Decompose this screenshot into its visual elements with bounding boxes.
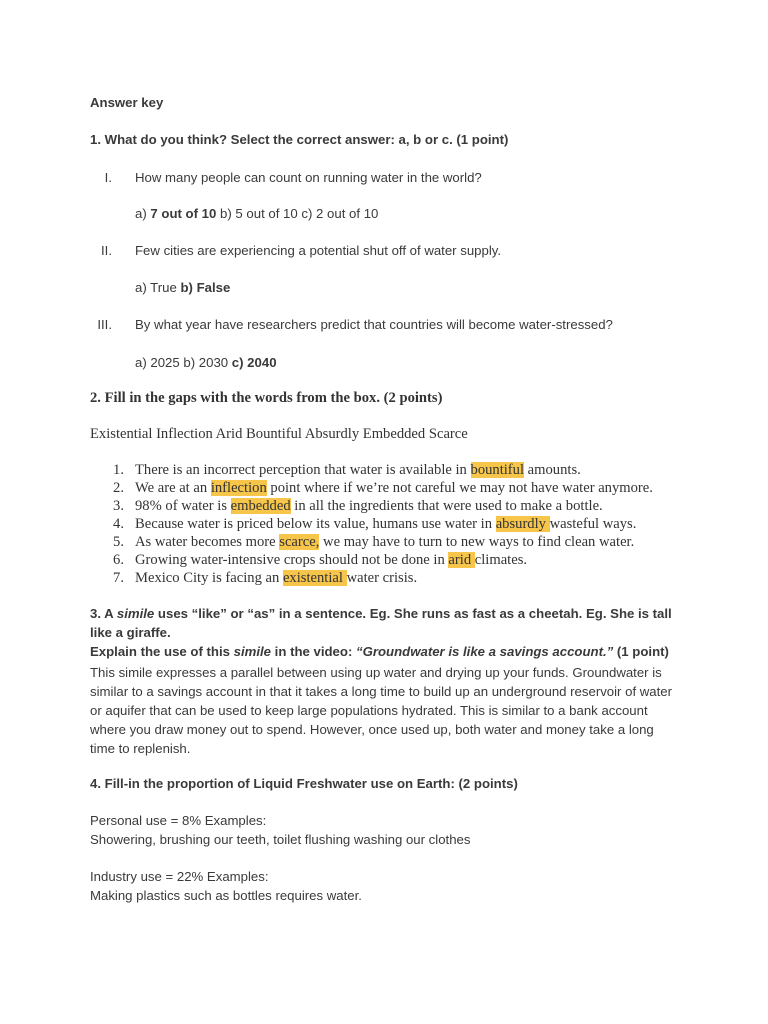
q2-item	[135, 480, 653, 497]
personal-use-examples: Showering, brushing our teeth, toilet flushing washing our clothes	[90, 832, 471, 847]
highlighted-answer: inflection	[210, 480, 267, 496]
q3-quote: “Groundwater is like a savings account.”	[356, 644, 614, 659]
sentence-text: As water becomes more	[135, 534, 280, 550]
highlighted-answer: embedded	[230, 498, 291, 514]
q1-question: Few cities are experiencing a potential shut off of water supply.	[135, 243, 502, 258]
q3-line3-c: (1 point)	[613, 644, 669, 659]
q1-numeral: I.	[104, 170, 112, 185]
highlighted-answer: bountiful	[470, 462, 525, 478]
highlighted-answer: existential	[282, 570, 347, 586]
personal-use-label: Personal use = 8% Examples:	[90, 813, 267, 828]
q3-line1-a: 3. A	[90, 606, 117, 621]
correct-answer: 7 out of 10	[150, 206, 217, 221]
q2-item	[135, 516, 636, 533]
q2-item-number: 5.	[113, 534, 124, 550]
q2-item-number: 4.	[113, 516, 124, 532]
q2-item	[135, 498, 603, 515]
sentence-text: There is an incorrect perception that water is available in	[135, 462, 471, 478]
industry-use-label: Industry use = 22% Examples:	[90, 869, 269, 884]
highlighted-answer: absurdly	[495, 516, 550, 532]
q1-options	[135, 280, 230, 295]
q2-item-number: 3.	[113, 498, 124, 514]
q2-item	[135, 570, 417, 587]
q2-item-number: 2.	[113, 480, 124, 496]
correct-answer: c) 2040	[231, 355, 277, 370]
sentence-text: we may have to turn to new ways to find clean water.	[319, 534, 635, 550]
sentence-text: amounts.	[524, 462, 581, 478]
sentence-text: Because water is priced below its value, humans use water in	[135, 516, 496, 532]
q2-item-number: 1.	[113, 462, 124, 478]
q2-item-number: 6.	[113, 552, 124, 568]
sentence-text: Growing water-intensive crops should not be done in	[135, 552, 449, 568]
q4-heading: 4. Fill-in the proportion of Liquid Freshwater use on Earth: (2 points)	[90, 776, 518, 791]
q1-question: By what year have researchers predict that countries will become water-stressed?	[135, 317, 613, 332]
q1-question: How many people can count on running water in the world?	[135, 170, 482, 185]
sentence-text: Mexico City is facing an	[135, 570, 283, 586]
q3-line3-b: in the video:	[271, 644, 357, 659]
word-box: Existential Inflection Arid Bountiful Absurdly Embedded Scarce	[90, 426, 468, 442]
q2-item	[135, 462, 581, 479]
sentence-text: point where if we’re not careful we may not have water anymore.	[266, 480, 653, 496]
sentence-text: climates.	[474, 552, 528, 568]
q2-item-number: 7.	[113, 570, 124, 586]
q3-line-2: like a giraffe.	[90, 625, 171, 640]
option-text: a)	[135, 206, 151, 221]
q3-line3-simile: simile	[233, 644, 272, 659]
sentence-text: wasteful ways.	[549, 516, 637, 532]
option-text: b) 5 out of 10 c) 2 out of 10	[216, 206, 379, 221]
highlighted-answer: arid	[448, 552, 475, 568]
sentence-text: in all the ingredients that were used to make a bottle.	[290, 498, 603, 514]
option-text: a) 2025 b) 2030	[135, 355, 232, 370]
sentence-text: We are at an	[135, 480, 211, 496]
page-title: Answer key	[90, 95, 164, 110]
q2-item	[135, 552, 527, 569]
q2-heading: 2. Fill in the gaps with the words from the box. (2 points)	[90, 390, 443, 406]
q3-line3-a: Explain the use of this	[90, 644, 234, 659]
highlighted-answer: scarce,	[279, 534, 320, 550]
q1-options	[135, 355, 277, 370]
industry-use-examples: Making plastics such as bottles requires water.	[90, 888, 362, 903]
q2-item	[135, 534, 634, 551]
option-text: a) True	[135, 280, 181, 295]
q3-line1-simile: simile	[116, 606, 155, 621]
q3-line1-b: uses “like” or “as” in a sentence. Eg. She runs as fast as a cheetah. Eg. She is tall	[154, 606, 672, 621]
q3-line-1	[90, 606, 672, 621]
q3-answer: This simile expresses a parallel between using up water and drying up your funds. Groundwater is similar to a savings account in that it takes a long time to build up an underground reservoir of water or aquifer that can be used to keep large populations hydrated. This is similar to a bank account where you draw money out to spend. However, once used up, both water and money take a long time to replenish.	[90, 665, 673, 756]
correct-answer: b) False	[180, 280, 231, 295]
sentence-text: water crisis.	[346, 570, 418, 586]
q1-heading: 1. What do you think? Select the correct answer: a, b or c. (1 point)	[90, 132, 509, 147]
sentence-text: 98% of water is	[135, 498, 231, 514]
q3-line-3	[90, 644, 669, 659]
q1-options	[135, 206, 378, 221]
q1-numeral: III.	[97, 317, 112, 332]
q1-numeral: II.	[101, 243, 112, 258]
